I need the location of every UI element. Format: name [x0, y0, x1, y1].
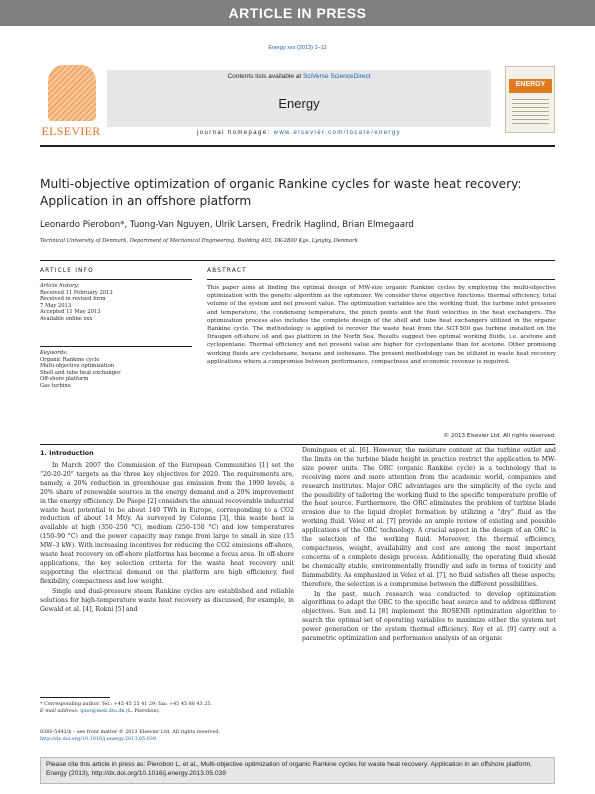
body-paragraph: Single and dual-pressure steam Rankine cycles are established and reliable solutions for high-temperature waste heat recovery as discussed, for example, in Gewald et al. [4], Rokni [5] and — [40, 587, 294, 613]
keyword-item: Multi-objective optimization — [40, 363, 115, 370]
journal-reference-link[interactable]: Energy xxx (2013) 1–12 — [268, 45, 327, 51]
author-email-link[interactable]: lpier@mek.dtu.dk — [80, 707, 125, 714]
keyword-item: Off-shore platform — [40, 376, 89, 383]
abstract-text: This paper aims at finding the optimal design of MW-size organic Rankine cycles by employing the multi-objective optimization with the genetic algorithm as the optimizer. We consider three objective functions: thermal efficiency, total volume of the system and net present value. The optimization variables are the working fluid, the turbine inlet pressure and temperature, the condensing temperature, the pinch points and the fluid velocities in the heat exchangers. The optimization process also includes the complete design of the shell and tube heat exchangers utilized in the organic Rankine cycle. The methodology is applied to recover the waste heat from the SGT-500 gas turbine installed on the Draugen off-shore oil and gas platform in the North Sea. Results suggest two optimal working fluids, i.e. acetone and cyclopentane. Thermal efficiency and net present value are higher for cyclopentane than for acetone. Other promising working fluids are cyclohexane, hexane and isohexane. The present methodology can be utilized in waste heat recovery applications where a compromise between performance, compactness and economic revenue is required. — [207, 285, 556, 365]
history-item: Received 11 February 2013 — [40, 289, 113, 296]
history-item: 7 May 2013 — [40, 302, 72, 309]
keyword-item: Organic Rankine cycle — [40, 356, 100, 363]
abstract-copyright: © 2013 Elsevier Ltd. All rights reserved. — [443, 433, 556, 439]
elsevier-logo — [40, 65, 102, 139]
elsevier-tree-icon — [48, 65, 96, 121]
history-item: Available online xxx — [40, 315, 93, 322]
email-suffix: (L. Pierobon). — [124, 707, 161, 714]
keywords-block — [40, 350, 190, 390]
journal-homepage-line — [107, 130, 491, 136]
email-line — [40, 708, 294, 715]
journal-name: Energy — [278, 96, 320, 111]
history-heading: Article history: — [40, 283, 80, 289]
article-history — [40, 283, 190, 323]
corresponding-author-line: * Corresponding author. Tel.: +45 45 25 41 29; fax: +45 45 88 43 25. — [40, 701, 212, 707]
contents-line — [107, 73, 491, 80]
article-in-press-banner: ARTICLE IN PRESS — [0, 0, 595, 26]
corresponding-author-footnote — [40, 701, 294, 714]
title-divider — [40, 260, 555, 261]
section-heading-introduction: 1. Introduction — [40, 449, 94, 457]
issn-block — [40, 729, 340, 742]
issn-line: 0360-5442/$ – see front matter © 2013 Elsevier Ltd. All rights reserved. — [40, 729, 221, 735]
abstract-rule — [207, 279, 555, 280]
email-prefix: E-mail address: — [40, 707, 81, 714]
keywords-heading: Keywords: — [40, 350, 68, 356]
author-list: Leonardo Pierobon*, Tuong-Van Nguyen, Ulrik Larsen, Fredrik Haglind, Brian Elmegaard — [40, 220, 414, 230]
body-paragraph: Domingues et al. [6]. However, the moisture content at the turbine outlet and the limits on the turbine blade height in practice restrict the application to MW-size power units. The ORC (organic Rankine cycle) is a technology that is receiving more and more attention from the academic world, companies and research institutes. Major ORC advantages are the simplicity of the cycle and the possibility of tailoring the working fluid to the specific temperature profile of the heat source. Furthermore, the ORC eliminates the problem of turbine blade erosion due to the liquid droplet formation by utilizing a “dry” fluid as the working fluid. Vélez et al. [7] provide an ample review of existing and possible applications of the ORC technology. A crucial aspect in the design of an ORC is the selection of the working fluid. Moreover, the thermal efficiency, compactness, weight, availability and cost are among the most important concerns of a complete design process. Additionally, the operating fluid should be chemically stable, environmentally friendly and safe in terms of toxicity and flammability. As emphasized in Velez et al. [7], no fluid satisfies all these aspects; therefore, the selection is a compromise between the different possibilities. — [302, 447, 556, 588]
article-info-label: ARTICLE INFO — [40, 268, 94, 274]
elsevier-wordmark: ELSEVIER — [41, 124, 101, 138]
abstract-label: ABSTRACT — [207, 268, 247, 274]
body-paragraph: In March 2007 the Commission of the European Communities [1] set the “20-20-20” targets as the three key objectives for 2020. The requirements are, namely, a 20% reduction in greenhouse gas emission from the 1990 levels, a 20% share of renewable sources in the energy demand and a 20% improvement in the energy efficiency. De Paepe [2] considers the annual recoverable industrial waste heat potential to be about 140 TWh in Europe, corresponding to a CO2 reduction of about 14 Mt/y. As surveyed by Colonna [3], this waste heat is available at high (350–250 °C), medium (250–150 °C) and low temperatures (150–90 °C) and the power capacity may range from large to small in size (15 MW–3 kW). With increasing incentives for reducing the CO2 emissions off-shore, waste heat recovery on off-shore platforms has become a focus area. In off-shore applications, the key selection criteria for the waste heat recovery unit supporting the electrical demand on the platform are high efficiency, fuel flexibility, compactness and low weight. — [40, 462, 294, 585]
header-divider — [40, 145, 555, 147]
journal-cover-thumbnail — [505, 66, 555, 133]
abstract-bottom-rule — [40, 444, 555, 445]
article-info-mid-rule — [40, 346, 192, 347]
article-info-rule — [40, 279, 192, 280]
body-column-left — [40, 462, 294, 614]
keyword-item: Shell and tube heat exchanger — [40, 369, 121, 376]
body-paragraph: In the past, much research was conducted to develop optimization algorithms to adapt the ORC to the specific heat source and to address different objectives. Sun and Li [8] implement the ROSENB optimization algorithm to search the optimal set of operating variables to maximize either the system net power generation or the system thermal efficiency. Roy et al. [9] carry out a parametric optimization and performance analysis of an organic — [302, 590, 556, 643]
cover-lines — [512, 99, 549, 127]
contents-prefix: Contents lists available at — [227, 73, 303, 80]
body-column-right — [302, 447, 556, 644]
sciencedirect-link[interactable]: SciVerse ScienceDirect — [302, 73, 371, 80]
history-item: Accepted 11 May 2013 — [40, 309, 101, 316]
keyword-item: Gas turbine — [40, 382, 71, 389]
homepage-prefix: journal homepage: — [197, 130, 274, 136]
author-affiliation: Technical University of Denmark, Department of Mechanical Engineering, Building 403, DK-2800 Kgs. Lyngby, Denmark — [40, 238, 358, 244]
cover-title: ENERGY — [515, 81, 546, 88]
journal-homepage-link[interactable]: www.elsevier.com/locate/energy — [273, 130, 401, 136]
doi-link[interactable]: http://dx.doi.org/10.1016/j.energy.2013.05.039 — [40, 735, 156, 742]
citation-box: Please cite this article in press as: Pierobon L, et al., Multi-objective optimization of organic Rankine cycles for waste heat recovery: Application in an offshore platform, Energy (2013), http://dx.doi.org/10.1016/j.energy.2013.05.039 — [40, 757, 555, 784]
history-item: Received in revised form — [40, 296, 106, 303]
article-title: Multi-objective optimization of organic Rankine cycles for waste heat recovery: Application in an offshore platform — [40, 177, 522, 208]
footnote-rule — [40, 697, 110, 698]
